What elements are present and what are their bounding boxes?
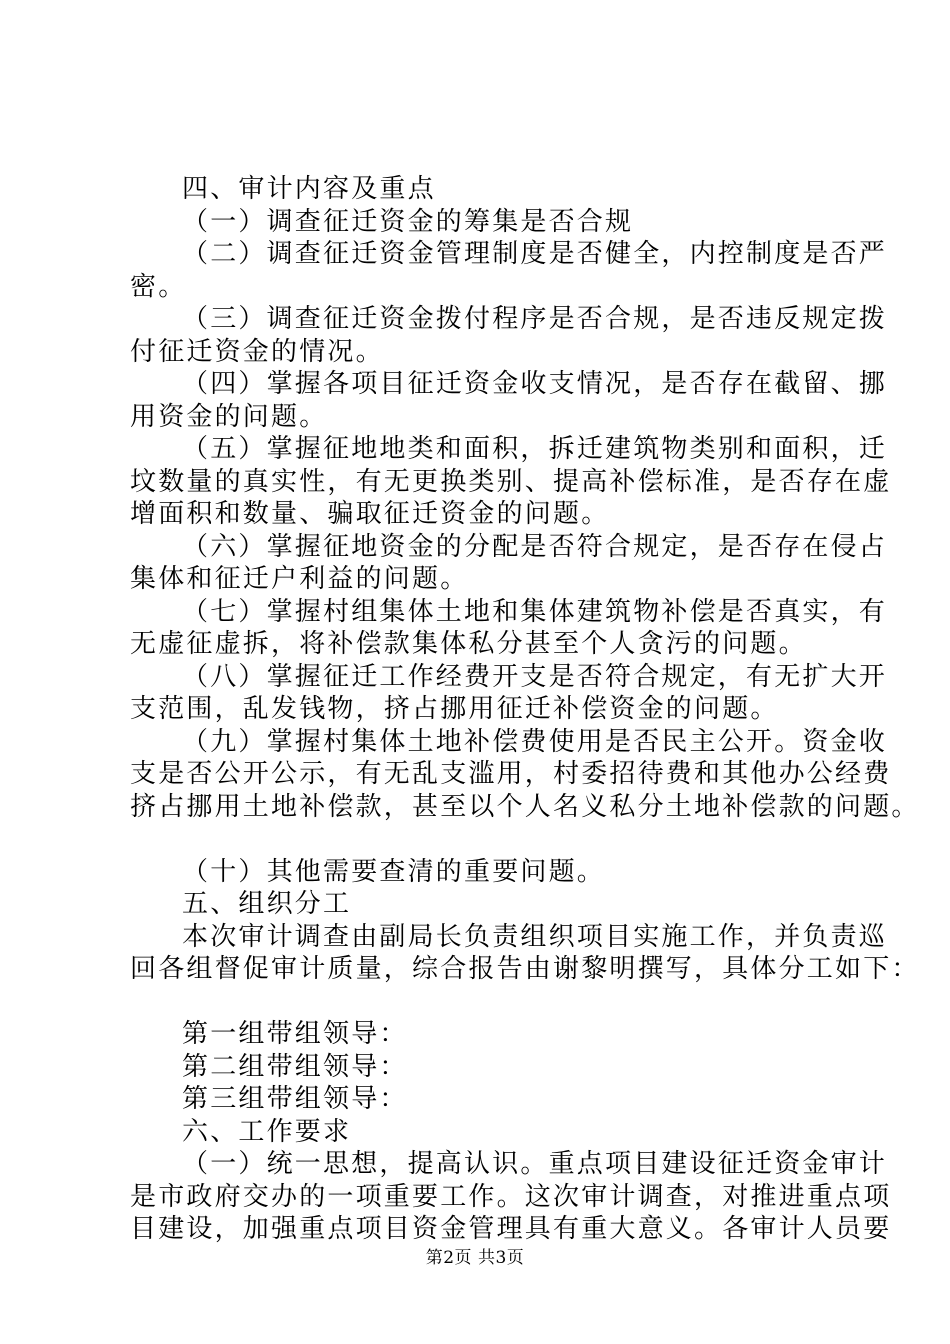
text-line: （五）掌握征地地类和面积，拆迁建筑物类别和面积，迁 [182, 434, 888, 464]
blank-line [130, 986, 845, 1019]
text-line: 增面积和数量、骗取征迁资金的问题。 [130, 499, 610, 529]
text-line: 第三组带组领导： [182, 1084, 408, 1114]
text-line: （七）掌握村组集体土地和集体建筑物补偿是否真实，有 [182, 596, 888, 627]
text-line: 六、工作要求 [182, 1116, 352, 1147]
text-line: （九）掌握村集体土地补偿费使用是否民主公开。资金收 [182, 726, 888, 757]
text-line: 目建设，加强重点项目资金管理具有重大意义。各审计人员要 [130, 1214, 892, 1244]
text-line: 用资金的问题。 [130, 401, 328, 432]
text-line: （四）掌握各项目征迁资金收支情况，是否存在截留、挪 [182, 369, 888, 399]
page-footer: 第2页 共3页 [425, 1248, 525, 1268]
blank-line [130, 823, 845, 856]
text-line: 回各组督促审计质量，综合报告由谢黎明撰写，具体分工如下： [130, 954, 920, 984]
text-line: （一）统一思想，提高认识。重点项目建设征迁资金审计 [182, 1149, 888, 1179]
text-line: 密。 [130, 271, 187, 302]
text-line: 支范围，乱发钱物，挤占挪用征迁补偿资金的问题。 [130, 694, 779, 724]
text-line: 无虚征虚拆，将补偿款集体私分甚至个人贪污的问题。 [130, 629, 807, 659]
document-body [130, 173, 920, 1246]
text-line: （十）其他需要查清的重要问题。 [182, 856, 606, 887]
text-line: 集体和征迁户利益的问题。 [130, 564, 469, 594]
text-line: 第二组带组领导： [182, 1051, 408, 1082]
text-line: 支是否公开公示，有无乱支滥用，村委招待费和其他办公经费 [130, 759, 892, 789]
text-line: 是市政府交办的一项重要工作。这次审计调查，对推进重点项 [130, 1181, 892, 1212]
text-line: （二）调查征迁资金管理制度是否健全，内控制度是否严 [182, 239, 888, 269]
text-line: 本次审计调查由副局长负责组织项目实施工作，并负责巡 [182, 921, 888, 952]
text-line: （三）调查征迁资金拨付程序是否合规，是否违反规定拨 [182, 304, 888, 334]
text-line: （一）调查征迁资金的筹集是否合规 [182, 206, 634, 237]
text-line: （六）掌握征地资金的分配是否符合规定，是否存在侵占 [182, 531, 888, 562]
text-line: （八）掌握征迁工作经费开支是否符合规定，有无扩大开 [182, 661, 888, 692]
text-line: 五、组织分工 [182, 889, 352, 919]
text-line: 坟数量的真实性，有无更换类别、提高补偿标准，是否存在虚 [130, 466, 892, 497]
text-line: 第一组带组领导： [182, 1019, 408, 1049]
text-line: 付征迁资金的情况。 [130, 336, 384, 367]
text-line: 挤占挪用土地补偿款，甚至以个人名义私分土地补偿款的问题。 [130, 791, 920, 822]
text-line: 四、审计内容及重点 [182, 174, 436, 204]
